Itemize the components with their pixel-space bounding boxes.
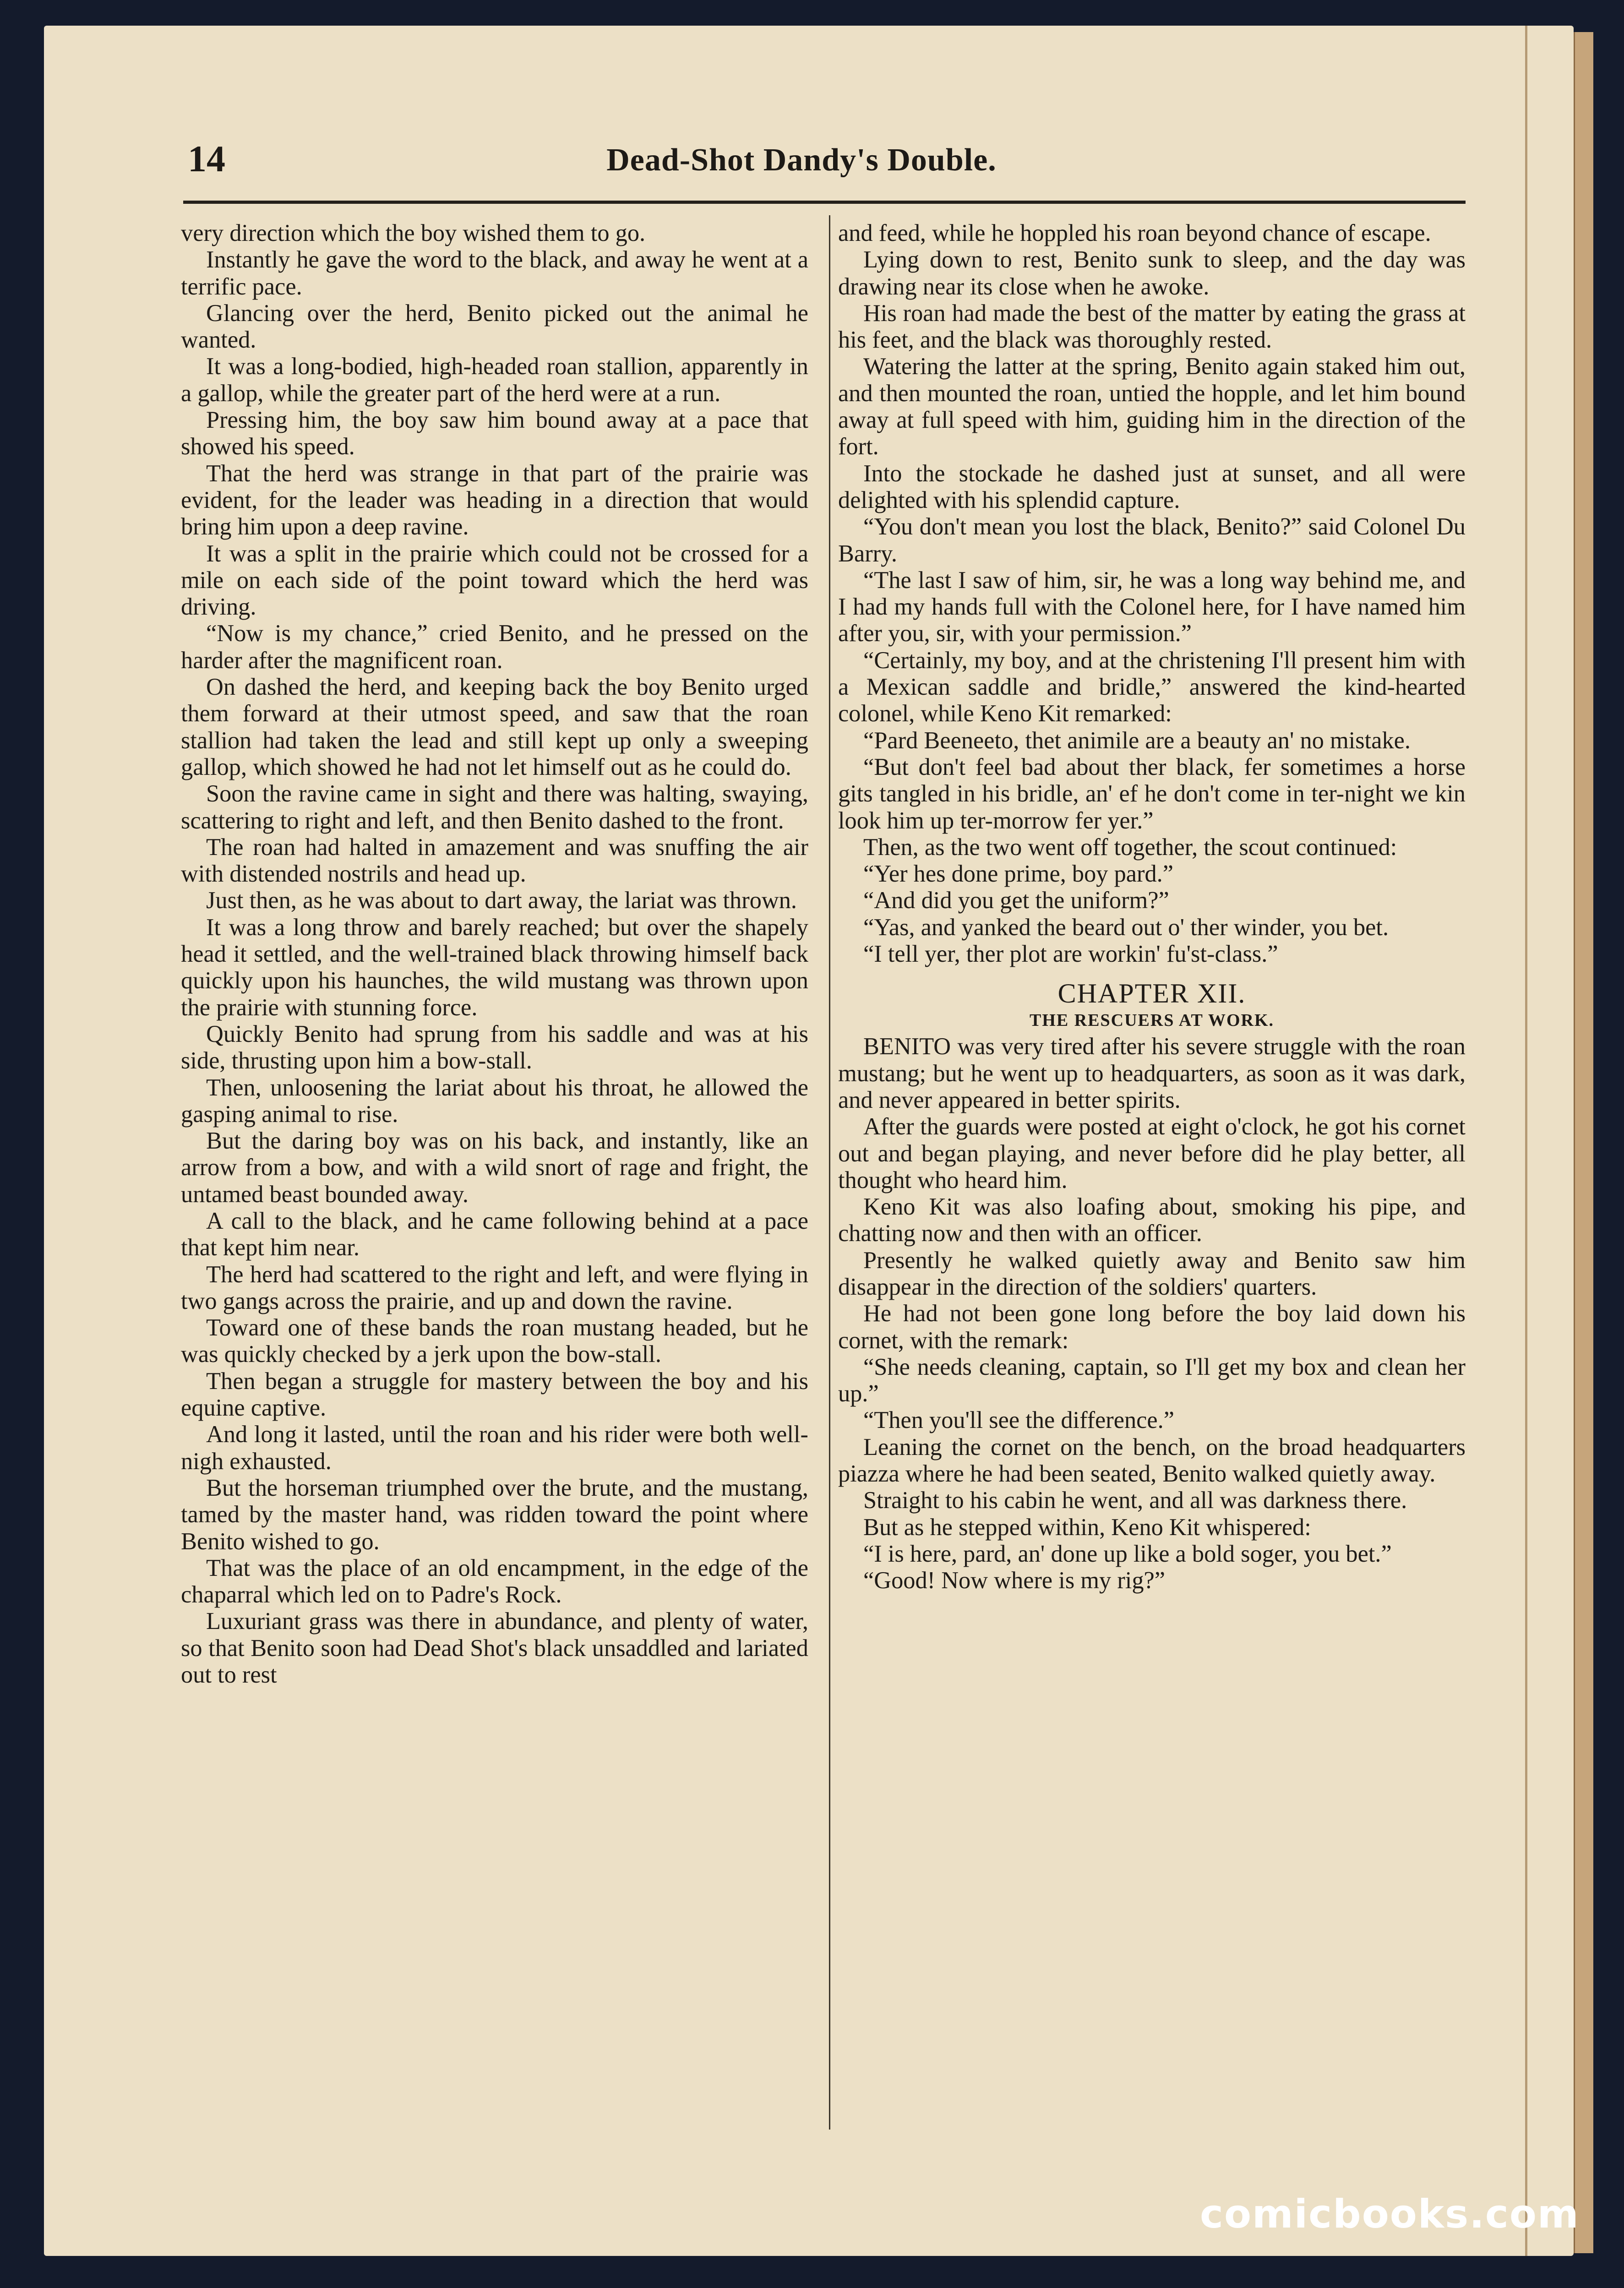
paragraph: Watering the latter at the spring, Benito again staked him out, and then mounted the roan, untied the hopple, and let him bound away at full speed with him, guiding him in the direction of the fort. [838,353,1466,460]
paragraph: But as he stepped within, Keno Kit whispered: [863,1514,1311,1541]
paragraph: He had not been gone long before the boy laid down his cornet, with the remark: [838,1300,1466,1354]
paragraph: His roan had made the best of the matter by eating the grass at his feet, and the black was thoroughly rested. [838,300,1466,354]
paragraph: Instantly he gave the word to the black, and away he went at a terrific pace. [181,246,808,300]
paragraph: Presently he walked quietly away and Benito saw him disappear in the direction of the soldiers' quarters. [838,1247,1466,1300]
paragraph: “Certainly, my boy, and at the christening I'll present him with a Mexican saddle and bridle,” answered the kind-hearted colonel, while Keno Kit remarked: [838,647,1466,727]
paragraph: That was the place of an old encampment, in the edge of the chaparral which led on to Padre's Rock. [181,1554,808,1608]
paragraph: The roan had halted in amazement and was snuffing the air with distended nostrils and head up. [181,833,808,888]
paragraph: Quickly Benito had sprung from his saddle and was at his side, thrusting upon him a bow-stall. [181,1020,808,1074]
paragraph: “She needs cleaning, captain, so I'll get my box and clean her up.” [838,1353,1466,1407]
paragraph: Into the stockade he dashed just at sunset, and all were delighted with his splendid capture. [838,460,1466,513]
paragraph: Pressing him, the boy saw him bound away at a pace that showed his speed. [181,407,808,460]
paragraph: Toward one of these bands the roan mustang headed, but he was quickly checked by a jerk upon the bow-stall. [181,1314,808,1368]
paragraph: Then began a struggle for mastery between the boy and his equine captive. [181,1367,808,1422]
paragraph: After the guards were posted at eight o'clock, he got his cornet out and began playing, and never before did he play better, all thought who heard him. [838,1113,1466,1193]
paragraph: A call to the black, and he came following behind at a pace that kept him near. [181,1207,808,1261]
paragraph: It was a long-bodied, high-headed roan stallion, apparently in a gallop, while the greater part of the herd were at a run. [181,353,808,407]
page-edge [1574,32,1593,2253]
page-gutter [1525,26,1527,2256]
paragraph: “And did you get the uniform?” [863,887,1169,914]
paragraph: Straight to his cabin he went, and all was darkness there. [863,1487,1407,1514]
paragraph: Then, as the two went off together, the scout continued: [863,833,1397,861]
paragraph: very direction which the boy wished them to go. [181,220,646,246]
paragraph: Then, unloosening the lariat about his throat, he allowed the gasping animal to rise. [181,1074,808,1128]
paragraph: BENITO was very tired after his severe struggle with the roan mustang; but he went up to headquarters, as soon as it was dark, and never appeared in better spirits. [838,1033,1466,1113]
page-header [137,137,1466,192]
paragraph: “But don't feel bad about ther black, fer sometimes a horse gits tangled in his bridle, an' ef he don't come in ter-night we kin look him up ter-morrow fer yer.” [838,753,1466,834]
paragraph: “The last I saw of him, sir, he was a long way behind me, and I had my hands full with the Colonel here, for I have named him after you, sir, with your permission.” [838,567,1466,647]
paragraph: Lying down to rest, Benito sunk to sleep, and the day was drawing near its close when he awoke. [838,246,1466,300]
paragraph: And long it lasted, until the roan and his rider were both well-nigh exhausted. [181,1421,808,1475]
right-column [838,220,1466,1594]
paragraph: It was a long throw and barely reached; but over the shapely head it settled, and the well-trained black throwing himself back quickly upon his haunches, the wild mustang was thrown upon the prairie with stunning force. [181,914,808,1021]
paragraph: Luxuriant grass was there in abundance, and plenty of water, so that Benito soon had Dead Shot's black unsaddled and lariated out to rest [181,1608,808,1689]
paragraph: “Pard Beeneeto, thet animile are a beauty an' no mistake. [863,727,1411,754]
paragraph: “You don't mean you lost the black, Benito?” said Colonel Du Barry. [838,513,1466,567]
paragraph: “Then you'll see the difference.” [863,1407,1175,1434]
header-rule [183,201,1466,204]
paragraph: “Yer hes done prime, boy pard.” [863,861,1174,888]
running-title: Dead-Shot Dandy's Double. [606,142,997,178]
left-column [181,220,808,1688]
paragraph: Keno Kit was also loafing about, smoking his pipe, and chatting now and then with an officer. [838,1193,1466,1247]
chapter-subtitle: THE RESCUERS AT WORK. [1029,1011,1275,1030]
paragraph: It was a split in the prairie which could not be crossed for a mile on each side of the point toward which the herd was driving. [181,540,808,621]
paragraph: Glancing over the herd, Benito picked out the animal he wanted. [181,300,808,354]
paragraph: “Yas, and yanked the beard out o' ther winder, you bet. [863,914,1389,941]
paragraph: “Now is my chance,” cried Benito, and he pressed on the harder after the magnificent roan. [181,620,808,674]
paragraph: On dashed the herd, and keeping back the boy Benito urged them forward at their utmost speed, and saw that the roan stallion had taken the lead and still kept up only a sweeping gallop, which showed he had not let himself out as he could do. [181,674,808,780]
paragraph: “I is here, pard, an' done up like a bold soger, you bet.” [863,1540,1392,1567]
paragraph: That the herd was strange in that part of the prairie was evident, for the leader was heading in a direction that would bring him upon a deep ravine. [181,460,808,540]
paragraph: “Good! Now where is my rig?” [863,1567,1166,1594]
paragraph: The herd had scattered to the right and left, and were flying in two gangs across the prairie, and up and down the ravine. [181,1261,808,1314]
paragraph: But the horseman triumphed over the brute, and the mustang, tamed by the master hand, was ridden toward the point where Benito wished to go. [181,1474,808,1555]
paragraph: Leaning the cornet on the bench, on the broad headquarters piazza where he had been seated, Benito walked quietly away. [838,1433,1466,1487]
paragraph: Just then, as he was about to dart away, the lariat was thrown. [206,887,797,914]
paragraph: “I tell yer, ther plot are workin' fu'st-class.” [863,941,1278,968]
paragraph: But the daring boy was on his back, and instantly, like an arrow from a bow, and with a wild snort of rage and fright, the untamed beast bounded away. [181,1128,808,1208]
page-number: 14 [188,138,225,180]
column-divider [829,215,830,2130]
watermark: comicbooks.com [1200,2191,1580,2237]
paragraph: and feed, while he hoppled his roan beyond chance of escape. [838,220,1431,246]
right-column-text-bottom [838,1033,1466,1594]
paragraph: Soon the ravine came in sight and there was halting, swaying, scattering to right and left, and then Benito dashed to the front. [181,780,808,834]
chapter-heading: CHAPTER XII. [1057,978,1246,1009]
right-column-text-top [838,220,1466,967]
